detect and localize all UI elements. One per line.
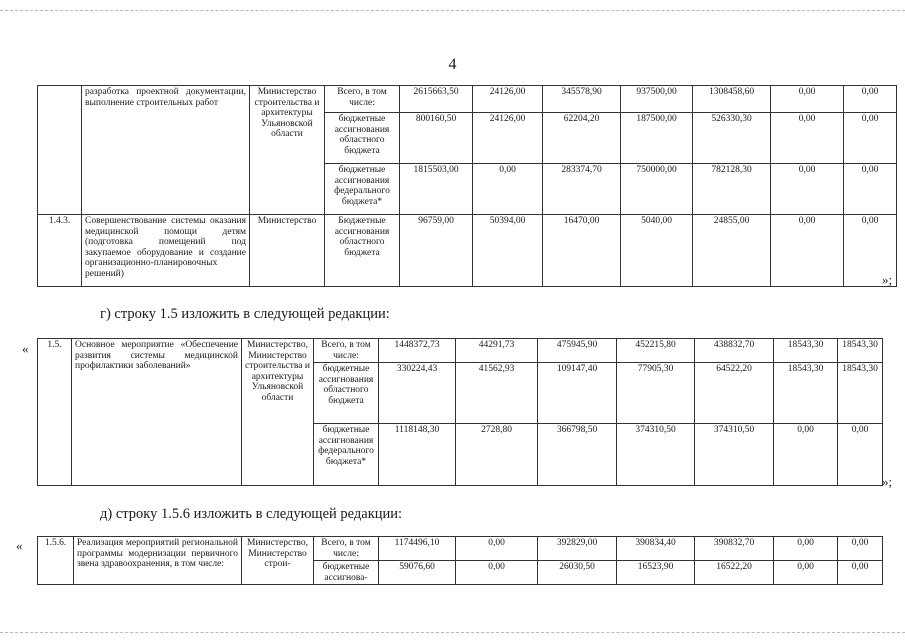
row-number-cell (38, 86, 82, 215)
amount-cell: 750000,00 (621, 164, 693, 215)
amount-cell: 64522,20 (695, 363, 774, 424)
page-number: 4 (448, 56, 457, 73)
budget-table-1-5-6 (37, 536, 883, 585)
funding-source-cell: Всего, в том числе: (314, 537, 379, 561)
amount-cell: 390832,70 (695, 537, 774, 561)
amount-cell: 374310,50 (617, 424, 695, 486)
table-body (38, 339, 883, 486)
amount-cell: 800160,50 (400, 113, 473, 164)
row-number-cell: 1.5. (38, 339, 72, 486)
amount-cell: 0,00 (774, 424, 838, 486)
amount-cell: 5040,00 (621, 215, 693, 287)
amount-cell: 0,00 (771, 215, 844, 287)
amount-cell: 26030,50 (538, 561, 617, 585)
amount-cell: 374310,50 (695, 424, 774, 486)
amount-cell: 0,00 (844, 86, 897, 113)
amount-cell: 438832,70 (695, 339, 774, 363)
amount-cell: 109147,40 (538, 363, 617, 424)
amount-cell: 1815503,00 (400, 164, 473, 215)
executor-cell: Министерство строительства и архитектуры Ульяновской области (250, 86, 325, 215)
measure-name-cell: Совершенствование системы оказания медицинской помощи детям (подготовка помещений под закупаемое оборудование и создание организационно-планировочных решений) (82, 215, 250, 287)
amount-cell: 18543,30 (774, 339, 838, 363)
funding-source-cell: бюджетные ассигнования федерального бюджета* (325, 164, 400, 215)
funding-source-cell: бюджетные ассигнования федерального бюджета* (314, 424, 379, 486)
amount-cell: 366798,50 (538, 424, 617, 486)
budget-table-1-4 (37, 85, 897, 287)
amount-cell: 24126,00 (473, 113, 543, 164)
funding-source-cell: Всего, в том числе: (314, 339, 379, 363)
amount-cell: 392829,00 (538, 537, 617, 561)
amount-cell: 1308458,60 (693, 86, 771, 113)
scan-bottom-rule (0, 632, 905, 633)
table-row (38, 339, 883, 363)
funding-source-cell: Всего, в том числе: (325, 86, 400, 113)
amount-cell: 0,00 (844, 215, 897, 287)
table-body (38, 537, 883, 585)
amount-cell: 345578,90 (543, 86, 621, 113)
amount-cell: 18543,30 (838, 339, 883, 363)
scan-top-rule (0, 10, 905, 11)
amount-cell: 0,00 (774, 537, 838, 561)
amount-cell: 0,00 (838, 537, 883, 561)
opening-quote: « (22, 341, 29, 356)
amount-cell: 283374,70 (543, 164, 621, 215)
amount-cell: 0,00 (844, 113, 897, 164)
amount-cell: 330224,43 (379, 363, 456, 424)
amount-cell: 2615663,50 (400, 86, 473, 113)
amount-cell: 452215,80 (617, 339, 695, 363)
amount-cell: 16522,20 (695, 561, 774, 585)
amount-cell: 0,00 (473, 164, 543, 215)
row-number-cell: 1.4.3. (38, 215, 82, 287)
measure-name-cell: Основное мероприятие «Обеспечение развития системы медицинской профилактики заболеваний» (72, 339, 242, 486)
executor-cell: Министерство, Министерство строительства и архитектуры Ульяновской области (242, 339, 314, 486)
amount-cell: 0,00 (771, 86, 844, 113)
measure-name-cell: разработка проектной документации, выполнение строительных работ (82, 86, 250, 215)
funding-source-cell: бюджетные ассигнования областного бюджета (325, 113, 400, 164)
amount-cell: 1174496,10 (379, 537, 456, 561)
budget-table-1-5 (37, 338, 883, 486)
amount-cell: 526330,30 (693, 113, 771, 164)
amount-cell: 24855,00 (693, 215, 771, 287)
funding-source-cell: бюджетные ассигнования областного бюджета (314, 363, 379, 424)
row-number-cell: 1.5.6. (38, 537, 74, 585)
instruction-row-1-5-6: д) строку 1.5.6 изложить в следующей редакции: (100, 506, 403, 522)
amount-cell: 59076,60 (379, 561, 456, 585)
amount-cell: 24126,00 (473, 86, 543, 113)
amount-cell: 62204,20 (543, 113, 621, 164)
table-body (38, 86, 897, 287)
amount-cell: 16523,90 (617, 561, 695, 585)
amount-cell: 2728,80 (456, 424, 538, 486)
amount-cell: 18543,30 (838, 363, 883, 424)
closing-quote: »; (882, 474, 893, 489)
amount-cell: 96759,00 (400, 215, 473, 287)
table-row (38, 537, 883, 561)
amount-cell: 77905,30 (617, 363, 695, 424)
amount-cell: 0,00 (774, 561, 838, 585)
amount-cell: 0,00 (838, 424, 883, 486)
amount-cell: 44291,73 (456, 339, 538, 363)
amount-cell: 18543,30 (774, 363, 838, 424)
funding-source-cell: бюджетные ассигнова- (314, 561, 379, 585)
amount-cell: 16470,00 (543, 215, 621, 287)
amount-cell: 475945,90 (538, 339, 617, 363)
amount-cell: 50394,00 (473, 215, 543, 287)
table-row (38, 215, 897, 287)
amount-cell: 0,00 (456, 561, 538, 585)
funding-source-cell: Бюджетные ассигнования областного бюджета (325, 215, 400, 287)
opening-quote: « (16, 538, 23, 553)
amount-cell: 0,00 (838, 561, 883, 585)
amount-cell: 0,00 (771, 113, 844, 164)
amount-cell: 390834,40 (617, 537, 695, 561)
executor-cell: Министерство, Министерство строи- (242, 537, 314, 585)
closing-quote: »; (882, 272, 893, 287)
amount-cell: 41562,93 (456, 363, 538, 424)
executor-cell: Министерство (250, 215, 325, 287)
table-row (38, 86, 897, 113)
amount-cell: 0,00 (456, 537, 538, 561)
amount-cell: 937500,00 (621, 86, 693, 113)
measure-name-cell: Реализация мероприятий региональной программы модернизации первичного звена здравоохранения, в том числе: (74, 537, 242, 585)
amount-cell: 0,00 (771, 164, 844, 215)
amount-cell: 1448372,73 (379, 339, 456, 363)
instruction-row-1-5: г) строку 1.5 изложить в следующей редакции: (100, 306, 390, 322)
amount-cell: 782128,30 (693, 164, 771, 215)
amount-cell: 1118148,30 (379, 424, 456, 486)
amount-cell: 187500,00 (621, 113, 693, 164)
amount-cell: 0,00 (844, 164, 897, 215)
